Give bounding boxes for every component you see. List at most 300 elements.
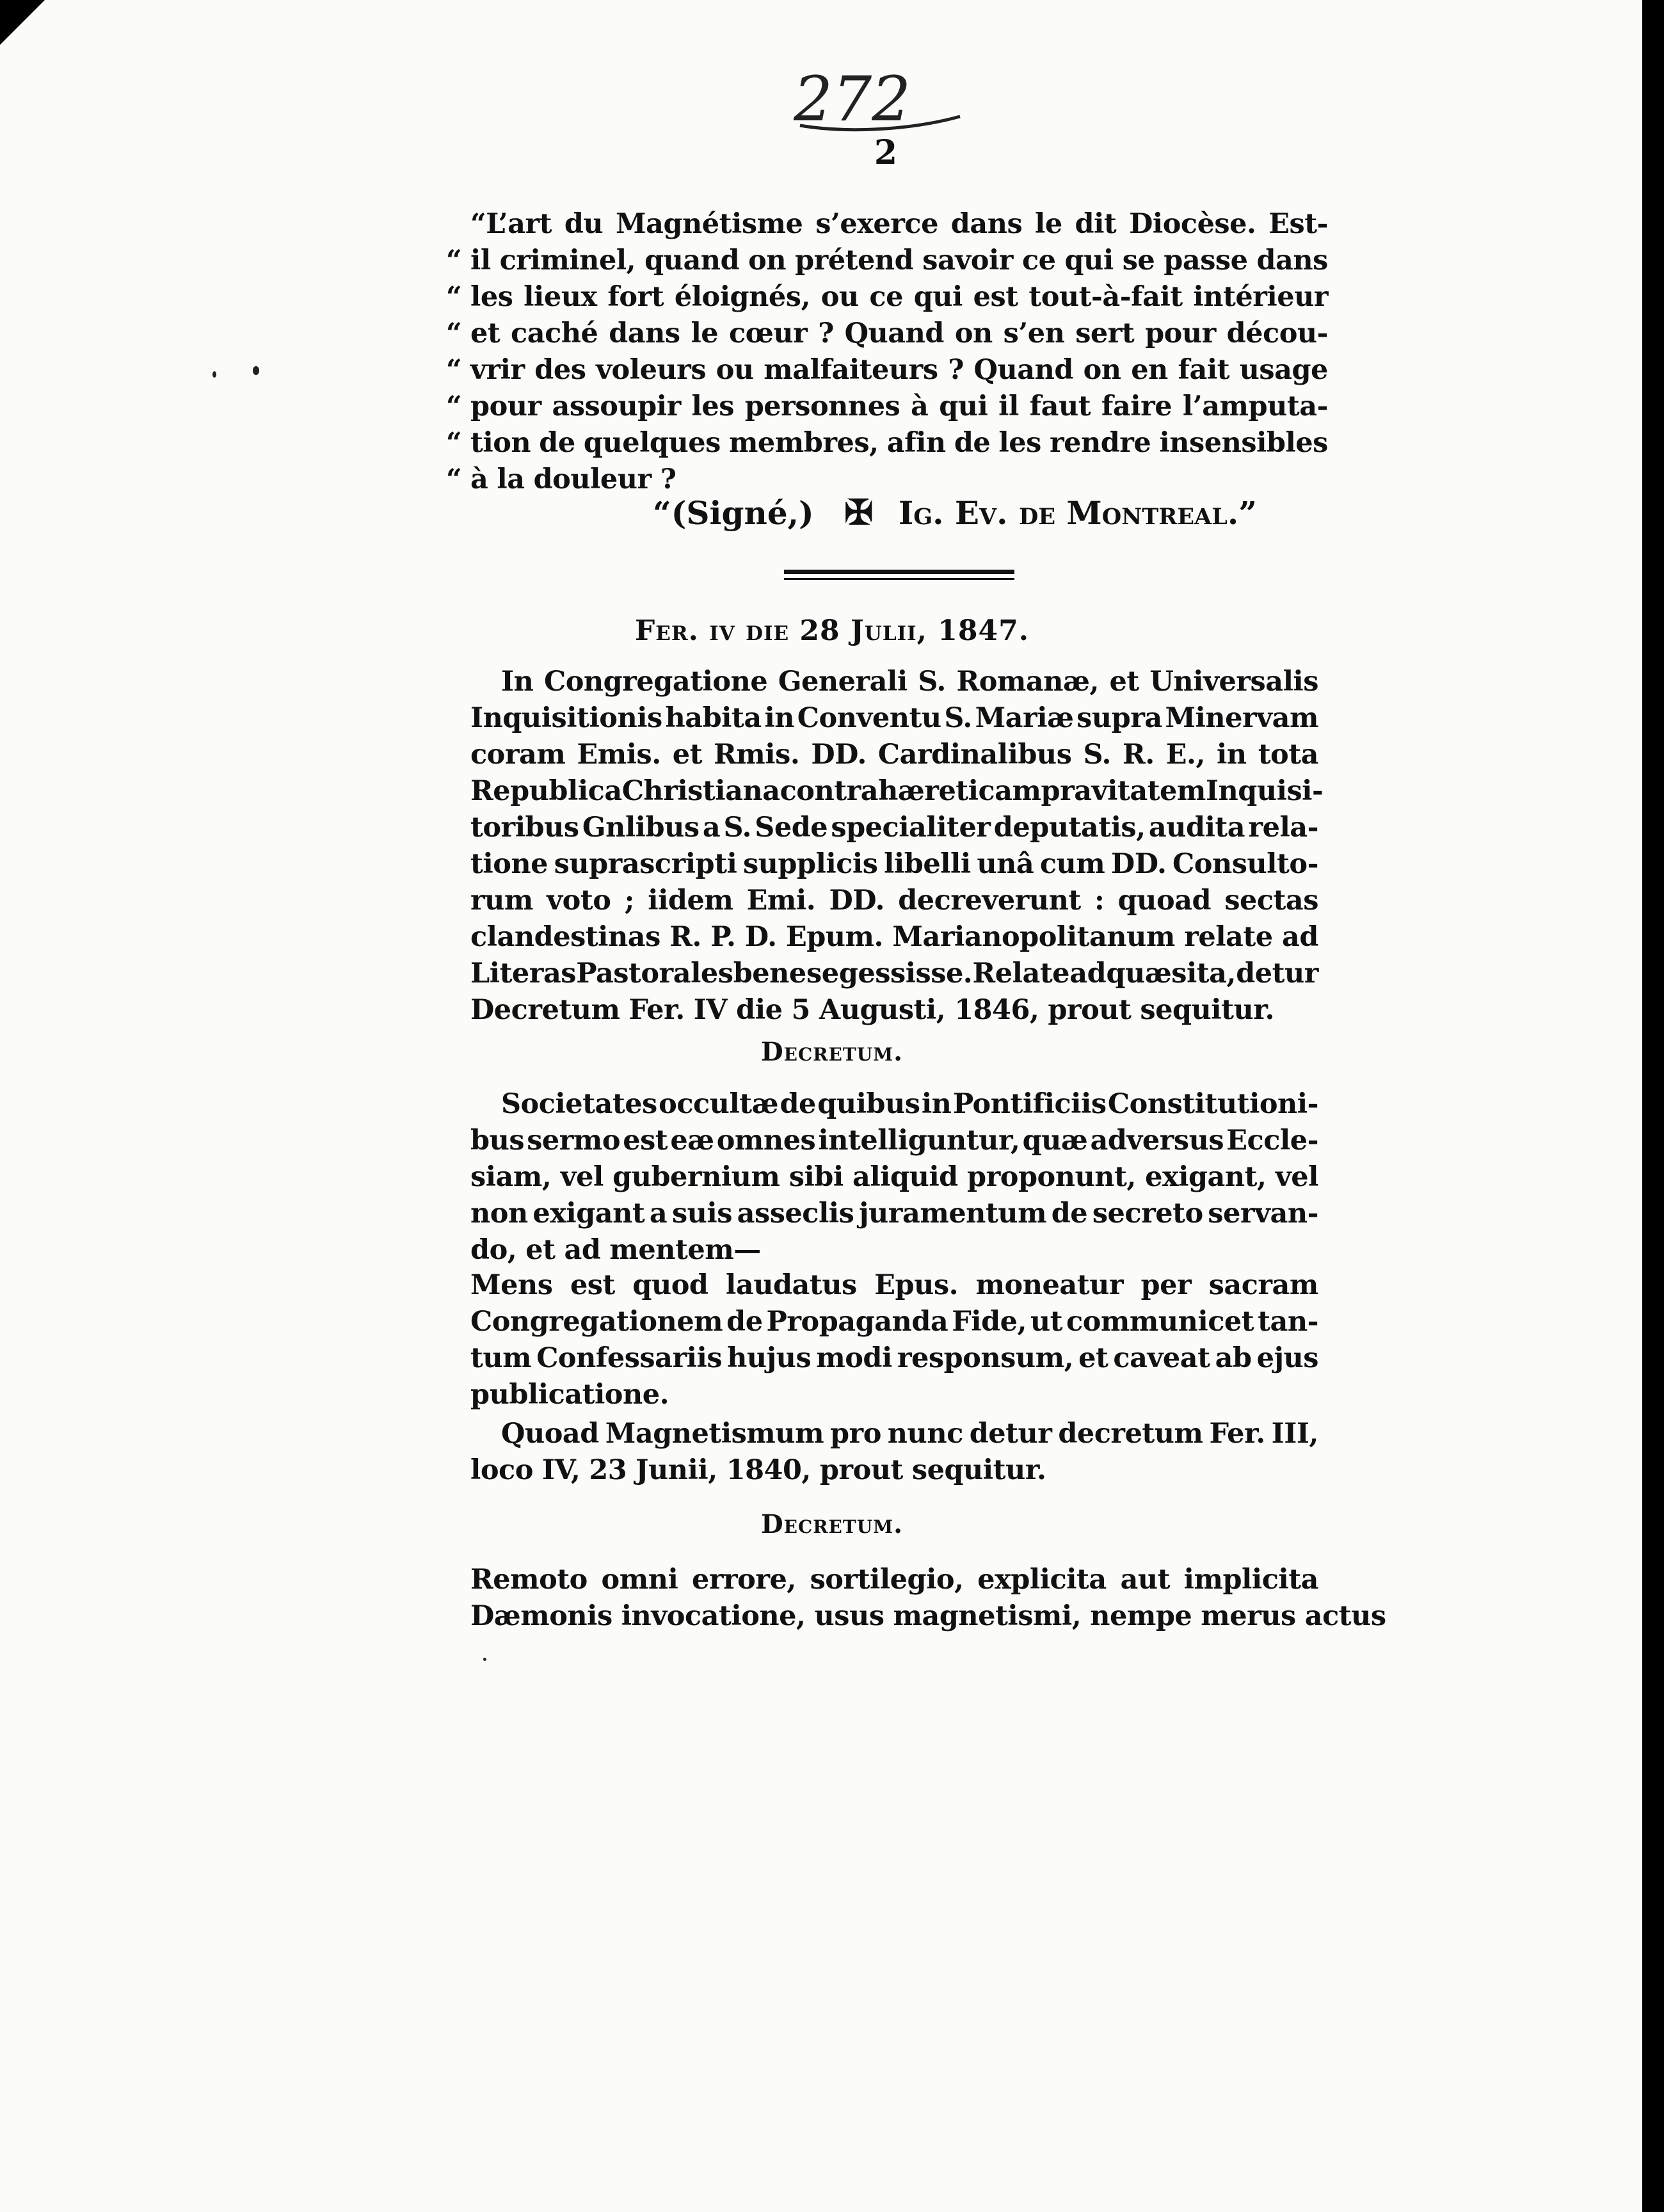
word: Mariæ <box>975 702 1074 734</box>
word: deputatis, <box>993 812 1146 844</box>
word: décou- <box>1226 317 1328 349</box>
word: explicita <box>977 1564 1107 1596</box>
word: ad <box>1069 958 1107 990</box>
word: s’exerce <box>815 208 938 240</box>
word: Eccle- <box>1226 1125 1318 1157</box>
word: nempe <box>1090 1600 1192 1632</box>
word: Pontificiis <box>952 1088 1107 1120</box>
page-edge <box>1642 0 1664 2212</box>
word: bus <box>470 1125 525 1157</box>
word: hæreticam <box>878 775 1041 807</box>
word: Minervam <box>1165 702 1318 734</box>
word: DD. <box>1110 848 1167 880</box>
word: a <box>649 1198 668 1230</box>
quote-line <box>446 352 1328 389</box>
word: DD. <box>811 739 867 771</box>
word: pravitatem <box>1041 775 1206 807</box>
word: Fide, <box>952 1306 1027 1338</box>
word: est <box>973 281 1018 313</box>
word: Diocèse. <box>1129 208 1256 240</box>
word: prétend <box>795 244 914 276</box>
word: libelli <box>884 848 971 880</box>
word: il <box>470 244 491 276</box>
word: Fer. <box>1209 1418 1265 1450</box>
word: ad <box>1282 921 1318 953</box>
text-line <box>470 1598 1386 1635</box>
word: ? <box>818 317 834 349</box>
quote-line <box>446 425 1328 461</box>
word: In <box>501 666 534 698</box>
word: ab <box>1215 1342 1252 1374</box>
text-line <box>470 1123 1318 1159</box>
word: Augusti, <box>819 994 946 1026</box>
word: rendre <box>1049 427 1151 459</box>
word: actus <box>1304 1600 1386 1632</box>
word: et <box>525 1234 556 1266</box>
word: Magnétisme <box>615 208 803 240</box>
word: detur <box>969 1418 1052 1450</box>
word: Quand <box>844 317 944 349</box>
word: adversus <box>1090 1125 1224 1157</box>
word: de <box>1051 1198 1088 1230</box>
word: S. <box>1083 739 1111 771</box>
word: habita <box>665 702 762 734</box>
word: cum <box>1039 848 1105 880</box>
word: suprascripti <box>554 848 737 880</box>
word: in <box>1217 739 1247 771</box>
signature-name: Ig. Ev. de Montreal.” <box>898 494 1257 532</box>
text-line <box>470 846 1318 883</box>
word: 1846, <box>954 994 1039 1026</box>
text-line <box>470 1232 1318 1269</box>
word: moneatur <box>975 1269 1124 1301</box>
word: suis <box>671 1198 732 1230</box>
word: aut <box>1120 1564 1170 1596</box>
word: Confessariis <box>536 1342 723 1374</box>
word: prout <box>819 1454 903 1486</box>
word: secreto <box>1092 1198 1203 1230</box>
word: omnes <box>716 1125 816 1157</box>
word: Decretum <box>470 994 620 1026</box>
word: ou <box>716 354 754 386</box>
word: faire <box>1101 390 1172 422</box>
word: usus <box>814 1600 884 1632</box>
word: dans <box>1256 244 1328 276</box>
word: Fer. <box>628 994 685 1026</box>
word: aliquid <box>852 1161 958 1193</box>
word: passe <box>1164 244 1248 276</box>
word: l’amputa- <box>1182 390 1328 422</box>
word: pro <box>829 1418 881 1450</box>
word: Marianopolitanum <box>892 921 1175 953</box>
ink-speck <box>483 1658 486 1661</box>
word: Conventu <box>797 702 941 734</box>
word: Universalis <box>1149 666 1318 698</box>
word: prout <box>1048 994 1132 1026</box>
word: hujus <box>727 1342 812 1374</box>
word: faut <box>1029 390 1091 422</box>
word: die <box>736 994 783 1026</box>
word: voto <box>547 885 611 917</box>
word: tan- <box>1258 1306 1318 1338</box>
word: ce <box>1021 244 1056 276</box>
paragraph-mens <box>470 1267 1318 1413</box>
word: ? <box>948 354 964 386</box>
word: R. <box>1123 739 1155 771</box>
word: gubernium <box>612 1161 780 1193</box>
quote-mark: “ <box>446 354 462 386</box>
word: S. <box>944 702 972 734</box>
word: cœur <box>728 317 808 349</box>
word: audita <box>1148 812 1245 844</box>
word: les <box>691 390 734 422</box>
quote-line <box>446 243 1328 279</box>
word: III, <box>1271 1418 1318 1450</box>
word: Gnlibus <box>582 812 700 844</box>
word: à <box>911 390 929 422</box>
word: les <box>470 281 513 313</box>
text-line <box>470 737 1318 773</box>
word: insensibles <box>1159 427 1328 459</box>
word: iidem <box>648 885 733 917</box>
quote-mark: “ <box>446 281 462 313</box>
word: rum <box>470 885 533 917</box>
word: et <box>1078 1342 1108 1374</box>
word: Republica <box>470 775 622 807</box>
word: magnetismi, <box>893 1600 1082 1632</box>
word: Cardinalibus <box>877 739 1072 771</box>
word: 1840, <box>726 1454 811 1486</box>
section-rule <box>784 570 1014 574</box>
word: 23 <box>589 1454 627 1486</box>
word: unâ <box>977 848 1034 880</box>
word: intérieur <box>1193 281 1328 313</box>
word: quod <box>632 1269 708 1301</box>
paragraph-congregatione <box>470 664 1324 1029</box>
word: merus <box>1201 1600 1296 1632</box>
word: omni <box>601 1564 678 1596</box>
word: quæ <box>1022 1125 1088 1157</box>
word: rela- <box>1248 812 1318 844</box>
word: malfaiteurs <box>764 354 938 386</box>
word: quand <box>644 244 740 276</box>
word: voleurs <box>596 354 707 386</box>
word: relate <box>1184 921 1273 953</box>
word: : <box>1094 885 1105 917</box>
word: sectas <box>1224 885 1318 917</box>
word: S. <box>918 666 946 698</box>
word: modi <box>816 1342 892 1374</box>
quote-line <box>470 206 1328 243</box>
word: pour <box>470 390 541 422</box>
word: Mens <box>470 1269 553 1301</box>
word: Emis. <box>577 739 661 771</box>
word: Consulto- <box>1172 848 1318 880</box>
word: on <box>748 244 787 276</box>
word: Inquisitionis <box>470 702 662 734</box>
word: le <box>1034 208 1062 240</box>
word: sacram <box>1208 1269 1318 1301</box>
word: P. <box>710 921 736 953</box>
handwritten-page-number <box>787 64 973 134</box>
word: et <box>672 739 703 771</box>
quote-line <box>446 316 1328 352</box>
quote-line <box>446 279 1328 316</box>
word: Propaganda <box>766 1306 948 1338</box>
quote-mark: “ <box>446 463 462 495</box>
word: fort <box>607 281 664 313</box>
word: supplicis <box>742 848 878 880</box>
word: IV <box>693 994 728 1026</box>
word: Remoto <box>470 1564 588 1596</box>
page-corner <box>0 0 45 45</box>
quote-mark: “ <box>446 427 462 459</box>
word: caveat <box>1113 1342 1210 1374</box>
word: specialiter <box>831 812 991 844</box>
word: quelques <box>583 427 721 459</box>
word: exigant <box>532 1198 645 1230</box>
word: qui <box>913 281 963 313</box>
word: toribus <box>470 812 579 844</box>
text-line <box>470 1196 1318 1232</box>
signature-prefix: “(Signé,) <box>653 494 814 532</box>
word: ; <box>624 885 635 917</box>
text-line <box>470 919 1318 956</box>
word: et <box>470 317 500 349</box>
word: coram <box>470 739 566 771</box>
word: se <box>806 958 839 990</box>
word: errore, <box>692 1564 796 1596</box>
word: sequitur. <box>1140 994 1274 1026</box>
word: implicita <box>1183 1564 1318 1596</box>
word: tum <box>470 1342 532 1374</box>
word: DD. <box>829 885 884 917</box>
word: vrir <box>470 354 525 386</box>
word: clandestinas <box>470 921 660 953</box>
signature-line <box>653 492 1257 533</box>
paragraph-quoad <box>470 1416 1318 1489</box>
word: Relate <box>972 958 1070 990</box>
ink-speck <box>253 366 259 375</box>
word: Pastorales <box>576 958 733 990</box>
paragraph-remoto <box>470 1562 1386 1635</box>
word: afin <box>886 427 946 459</box>
word: do, <box>470 1234 517 1266</box>
word: sequitur. <box>911 1454 1046 1486</box>
text-line <box>470 664 1318 700</box>
text-line <box>470 1267 1318 1304</box>
word: communicet <box>1066 1306 1254 1338</box>
word: sortilegio, <box>810 1564 964 1596</box>
word: ? <box>660 463 676 495</box>
word: nunc <box>887 1418 963 1450</box>
text-line <box>470 773 1324 810</box>
word: Generali <box>778 666 908 698</box>
word: invocatione, <box>621 1600 806 1632</box>
text-line <box>470 1304 1318 1340</box>
word: IV, <box>541 1454 580 1486</box>
quote-block <box>446 206 1328 498</box>
word: mentem— <box>609 1234 761 1266</box>
folio-number: 2 <box>874 133 898 172</box>
word: éloignés, <box>674 281 810 313</box>
word: supra <box>1076 702 1162 734</box>
text-line <box>470 992 1318 1029</box>
maltese-cross-icon: ✠ <box>844 492 874 533</box>
word: pour <box>1145 317 1216 349</box>
word: de <box>539 427 575 459</box>
word: se <box>1122 244 1155 276</box>
text-line <box>470 1086 1318 1123</box>
word: qui <box>939 390 988 422</box>
word: quoad <box>1117 885 1212 917</box>
word: detur <box>1236 958 1318 990</box>
word: ad <box>564 1234 601 1266</box>
word: in <box>764 702 795 734</box>
word: personnes <box>744 390 900 422</box>
text-line <box>470 956 1318 992</box>
word: 5 <box>791 994 810 1026</box>
word: Inquisi- <box>1205 775 1324 807</box>
word: caché <box>511 317 598 349</box>
word: ce <box>869 281 903 313</box>
word: tion <box>470 427 531 459</box>
word: decreverunt <box>898 885 1081 917</box>
section-rule-thin <box>784 578 1014 580</box>
word: per <box>1140 1269 1192 1301</box>
decretum-heading: Decretum. <box>760 1037 904 1067</box>
word: à <box>470 463 488 495</box>
word: qui <box>1064 244 1114 276</box>
word: asseclis <box>737 1198 854 1230</box>
word: Epus. <box>874 1269 959 1301</box>
word: gessisse. <box>838 958 973 990</box>
word: membres, <box>728 427 879 459</box>
quote-mark: “ <box>446 390 462 422</box>
word: est <box>623 1125 668 1157</box>
word: Magnetismum <box>605 1418 824 1450</box>
word: s’en <box>1003 317 1065 349</box>
word: ou <box>820 281 859 313</box>
text-line <box>470 810 1318 846</box>
word: on <box>1083 354 1121 386</box>
word: de <box>726 1306 763 1338</box>
word: lieux <box>524 281 597 313</box>
word: criminel, <box>499 244 636 276</box>
word: exigant, <box>1145 1161 1267 1193</box>
word: E., <box>1165 739 1205 771</box>
word: assoupir <box>552 390 681 422</box>
word: Est- <box>1268 208 1328 240</box>
word: quæsita, <box>1106 958 1236 990</box>
word: vel <box>1275 1161 1318 1193</box>
word: Epum. <box>785 921 884 953</box>
word: loco <box>470 1454 533 1486</box>
word: du <box>564 208 604 240</box>
word: on <box>954 317 993 349</box>
paragraph-societates <box>470 1086 1318 1269</box>
word: Constitutioni- <box>1107 1088 1318 1120</box>
word: responsum, <box>897 1342 1074 1374</box>
word: le <box>691 317 719 349</box>
word: Congregationem <box>470 1306 723 1338</box>
text-line <box>470 1159 1318 1196</box>
text-line <box>470 1562 1318 1598</box>
word: tione <box>470 848 548 880</box>
word: tout-à-fait <box>1028 281 1183 313</box>
word: R. <box>669 921 701 953</box>
word: des <box>534 354 586 386</box>
text-line <box>470 1416 1318 1452</box>
text-line <box>470 1340 1318 1377</box>
word: sert <box>1075 317 1135 349</box>
text-line <box>470 1452 1318 1489</box>
word: douleur <box>533 463 652 495</box>
word: en <box>1131 354 1168 386</box>
word: Congregatione <box>544 666 768 698</box>
word: Dæmonis <box>470 1600 612 1632</box>
quote-line <box>446 389 1328 425</box>
word: ut <box>1030 1306 1063 1338</box>
word: Emi. <box>746 885 816 917</box>
word: ejus <box>1256 1342 1318 1374</box>
text-line <box>470 1377 1318 1413</box>
text-line <box>470 883 1318 919</box>
word: Literas <box>470 958 577 990</box>
word: Junii, <box>636 1454 717 1486</box>
word: est <box>570 1269 615 1301</box>
word: il <box>998 390 1019 422</box>
word: a <box>702 812 721 844</box>
word: Quand <box>973 354 1073 386</box>
word: fait <box>1178 354 1230 386</box>
word: savoir <box>922 244 1013 276</box>
word: D. <box>744 921 777 953</box>
word: Romanæ, <box>956 666 1099 698</box>
ink-speck <box>212 371 216 378</box>
word: dit <box>1075 208 1117 240</box>
word: de <box>780 1088 816 1120</box>
word: siam, <box>470 1161 552 1193</box>
quote-mark: “ <box>446 244 462 276</box>
word: dans <box>950 208 1023 240</box>
word: servan- <box>1208 1198 1318 1230</box>
quote-mark: “ <box>446 317 462 349</box>
word: non <box>470 1198 528 1230</box>
word: in <box>921 1088 952 1120</box>
word: dans <box>609 317 680 349</box>
word: bene <box>733 958 806 990</box>
word: la <box>497 463 525 495</box>
word: Sede <box>755 812 828 844</box>
word: laudatus <box>726 1269 857 1301</box>
word: vel <box>560 1161 604 1193</box>
word: juramentum <box>858 1198 1047 1230</box>
word: S. <box>723 812 751 844</box>
word: occultæ <box>659 1088 779 1120</box>
word: eæ <box>670 1125 714 1157</box>
word: intelliguntur, <box>818 1125 1020 1157</box>
word: usage <box>1239 354 1328 386</box>
text-line <box>470 700 1318 737</box>
date-heading: Fer. iv die 28 Julii, 1847. <box>634 614 1030 647</box>
word: Christiana <box>621 775 780 807</box>
word: Quoad <box>501 1418 599 1450</box>
word: les <box>998 427 1041 459</box>
word: sibi <box>788 1161 844 1193</box>
word: et <box>1109 666 1139 698</box>
decretum-heading-second: Decretum. <box>760 1509 904 1539</box>
